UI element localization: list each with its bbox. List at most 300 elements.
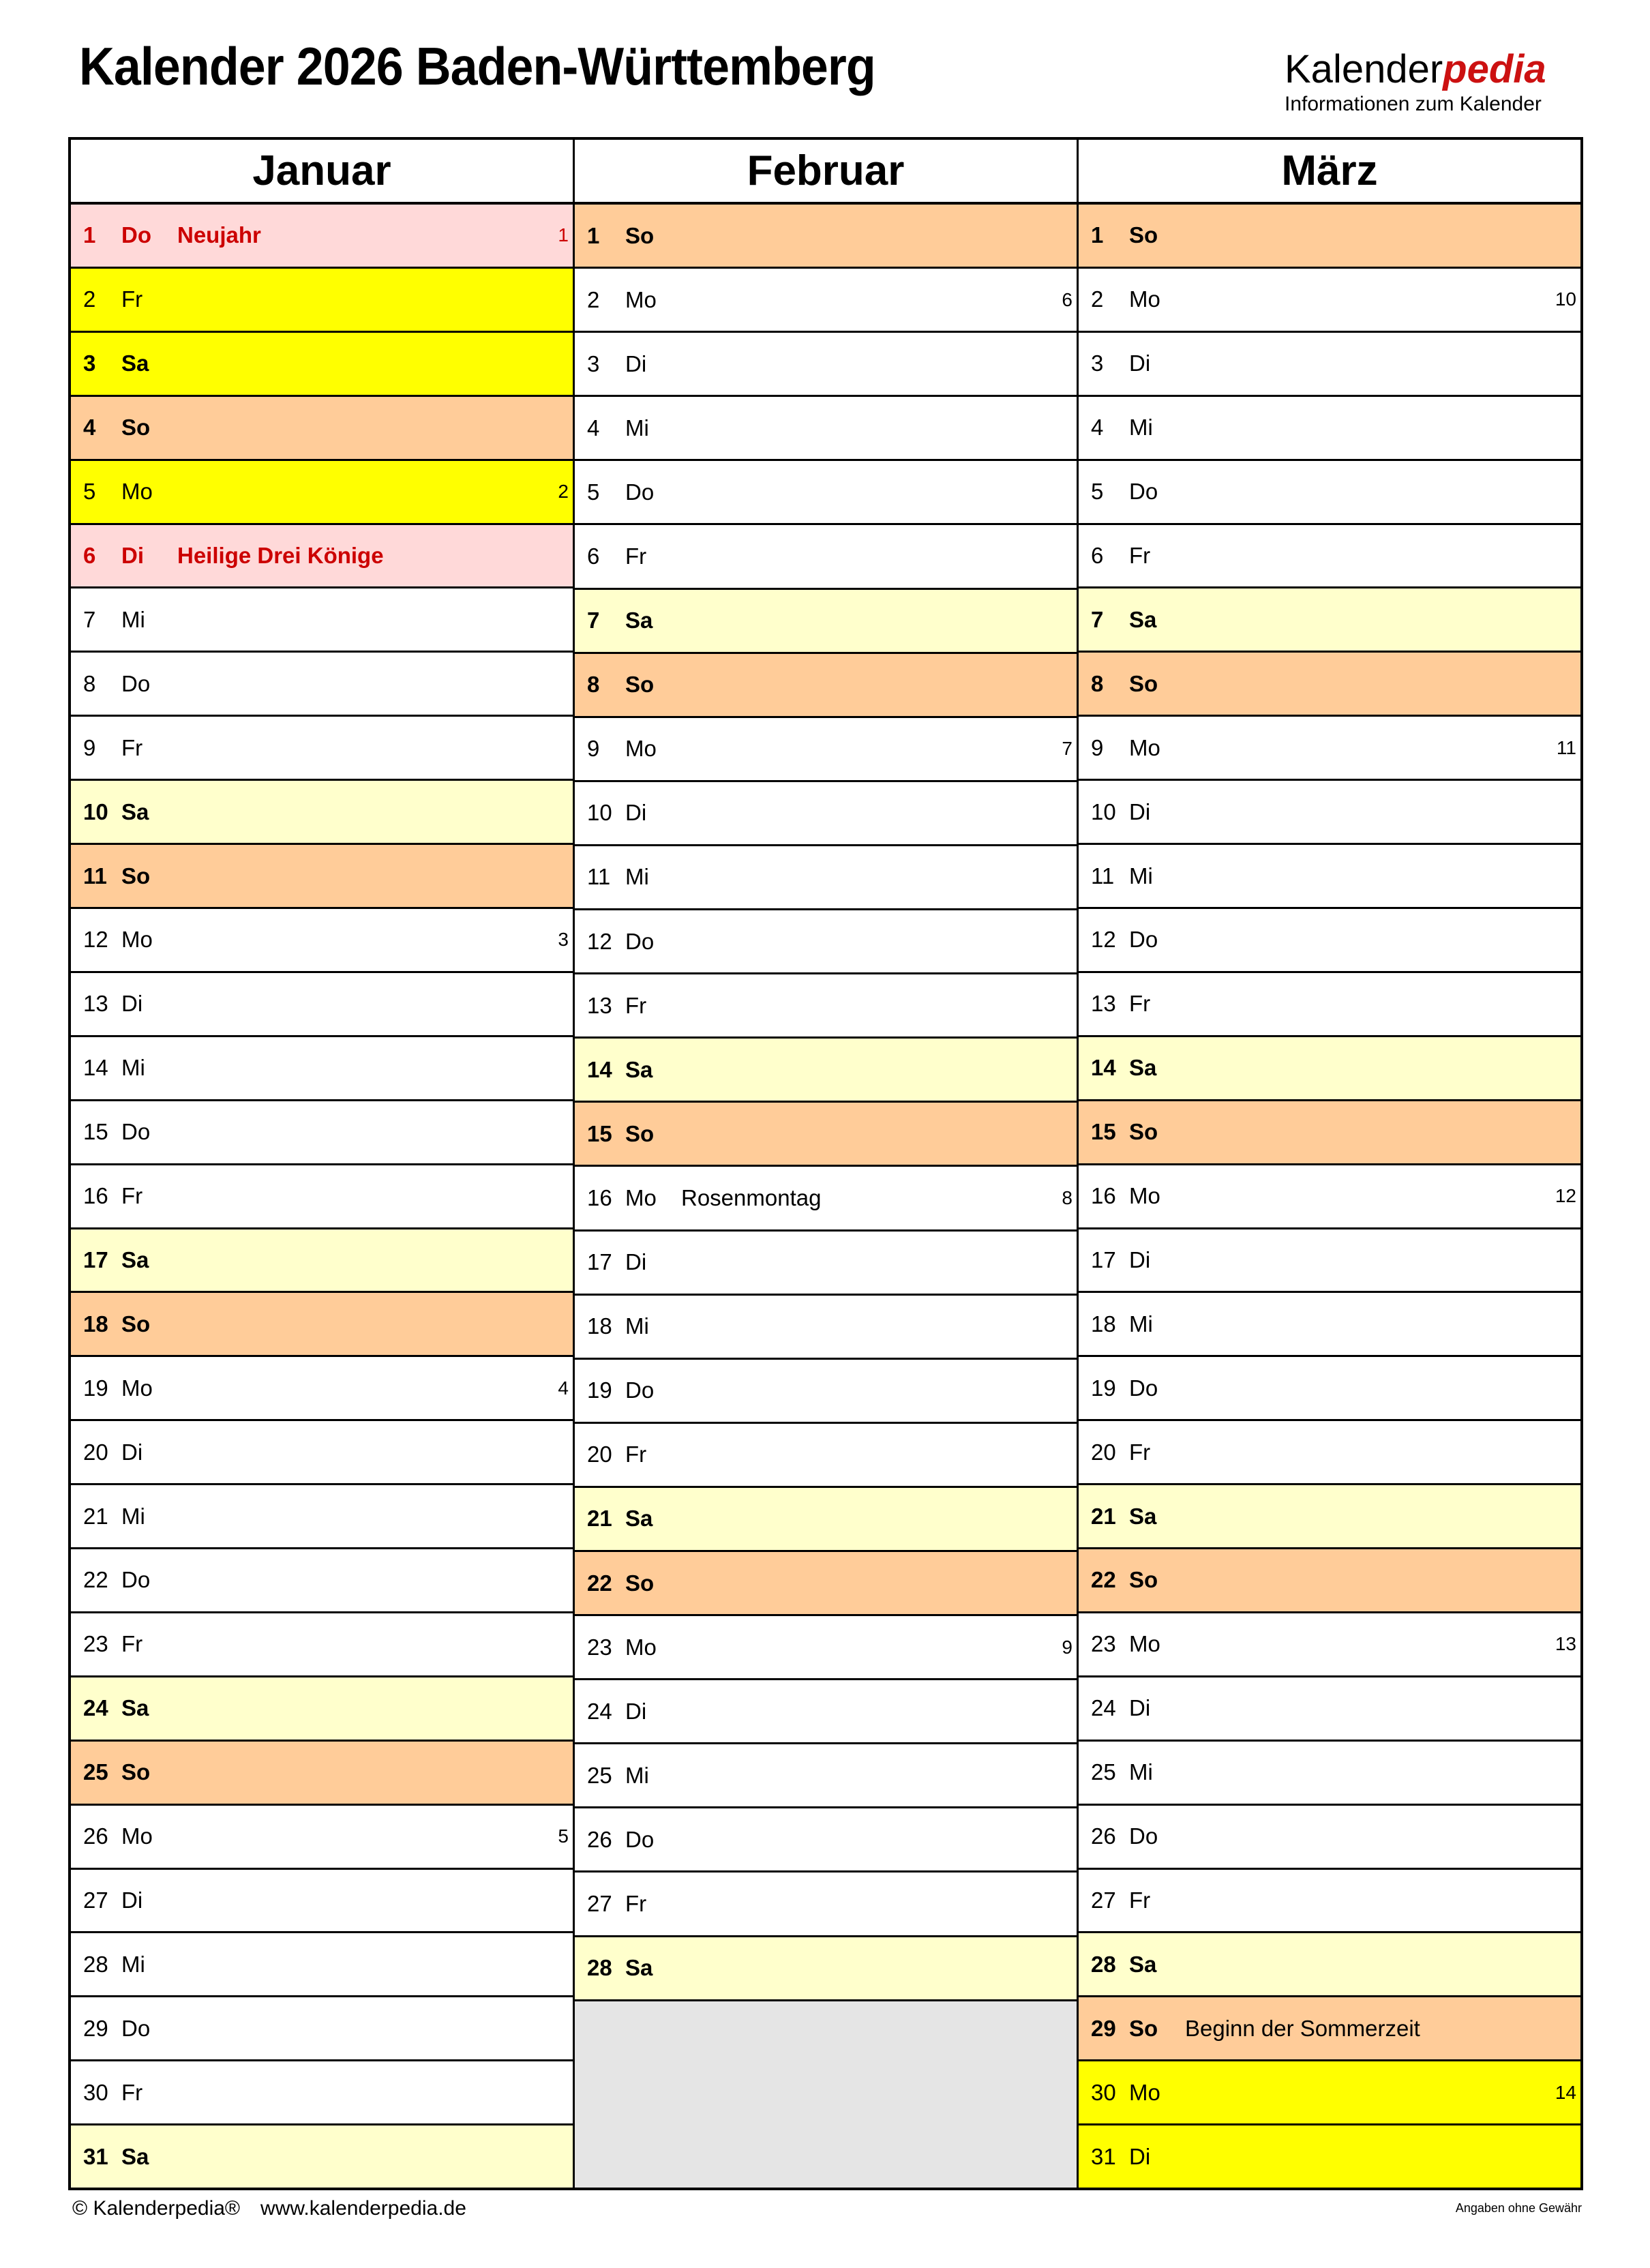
day-number: 15: [587, 1120, 612, 1146]
weekday: Mi: [625, 415, 649, 441]
weekday: Sa: [625, 608, 653, 633]
weekday: Mi: [625, 1313, 649, 1339]
week-number: 14: [1555, 2081, 1576, 2103]
weekday: Fr: [1129, 1887, 1151, 1913]
weekday: Fr: [121, 1183, 143, 1209]
day-number: 9: [1091, 734, 1104, 760]
weekday: Do: [1129, 1375, 1158, 1401]
week-number: 10: [1555, 288, 1576, 310]
day-row[interactable]: [575, 654, 1077, 718]
day-number: 15: [83, 1119, 108, 1145]
day-number: 9: [587, 736, 600, 762]
weekday: Do: [625, 1377, 655, 1403]
footer-copyright: © Kalenderpedia®: [72, 2197, 241, 2220]
day-note: Neujahr: [177, 222, 261, 248]
weekday: Sa: [121, 350, 149, 376]
day-row[interactable]: [575, 1296, 1077, 1360]
weekday: Mo: [625, 1184, 657, 1210]
day-number: 30: [83, 2079, 108, 2105]
day-number: 11: [587, 864, 611, 890]
week-number: 6: [1062, 288, 1072, 310]
day-note: Rosenmontag: [681, 1184, 822, 1210]
weekday: Fr: [1129, 542, 1151, 568]
day-number: 31: [83, 2143, 108, 2169]
day-row[interactable]: [1079, 845, 1580, 909]
day-row[interactable]: [1079, 717, 1580, 781]
day-number: 3: [587, 350, 600, 376]
weekday: Sa: [121, 2143, 149, 2169]
day-number: 7: [83, 606, 96, 632]
month-header: Februar: [575, 140, 1077, 205]
month-header: Januar: [71, 140, 573, 205]
day-number: 16: [83, 1183, 108, 1209]
day-number: 24: [83, 1695, 108, 1721]
weekday: So: [121, 1759, 151, 1785]
day-number: 13: [83, 991, 108, 1017]
weekday: Mo: [625, 286, 657, 312]
day-row[interactable]: [1079, 1742, 1580, 1806]
weekday: Mo: [1129, 286, 1160, 312]
day-note: Beginn der Sommerzeit: [1185, 2015, 1420, 2041]
day-row[interactable]: [575, 846, 1077, 910]
weekday: Mi: [1129, 1311, 1153, 1337]
day-row[interactable]: [1079, 1037, 1580, 1101]
weekday: Mo: [1129, 2079, 1160, 2105]
footer-credit: [72, 2197, 466, 2220]
day-row[interactable]: [71, 1485, 573, 1549]
day-number: 6: [1091, 542, 1104, 568]
day-number: 6: [83, 542, 96, 568]
month-column-0: [71, 140, 575, 2188]
weekday: Fr: [625, 1442, 647, 1467]
day-row[interactable]: [1079, 1357, 1580, 1421]
day-number: 4: [83, 415, 96, 441]
day-number: 18: [587, 1313, 612, 1339]
day-number: 23: [1091, 1631, 1116, 1657]
day-number: 26: [587, 1826, 612, 1852]
weekday: So: [1129, 222, 1158, 248]
day-number: 3: [1091, 350, 1104, 376]
day-row[interactable]: [71, 717, 573, 781]
day-row[interactable]: [1079, 461, 1580, 525]
day-note: Heilige Drei Könige: [177, 542, 384, 568]
day-row[interactable]: [575, 1552, 1077, 1616]
day-number: 16: [1091, 1183, 1116, 1209]
day-number: 24: [1091, 1695, 1116, 1721]
day-number: 19: [1091, 1375, 1116, 1401]
day-row[interactable]: [575, 1744, 1077, 1808]
day-row[interactable]: [71, 1870, 573, 1934]
day-number: 27: [587, 1890, 612, 1916]
day-number: 4: [587, 415, 600, 441]
weekday: So: [625, 1570, 655, 1596]
day-number: 6: [587, 543, 600, 569]
weekday: So: [625, 1120, 655, 1146]
day-row[interactable]: [71, 333, 573, 397]
day-row[interactable]: [1079, 1293, 1580, 1357]
weekday: Do: [121, 1567, 151, 1593]
week-number: 5: [558, 1825, 569, 1847]
day-row[interactable]: [575, 1488, 1077, 1552]
day-row[interactable]: [575, 205, 1077, 269]
day-row[interactable]: [1079, 205, 1580, 269]
weekday: Mi: [1129, 1759, 1153, 1785]
weekday: Di: [121, 1887, 143, 1913]
day-number: 28: [587, 1955, 612, 1981]
week-number: 2: [558, 481, 569, 503]
day-number: 7: [1091, 606, 1104, 632]
day-number: 1: [1091, 222, 1104, 248]
weekday: Sa: [1129, 1055, 1157, 1081]
day-row[interactable]: [1079, 1933, 1580, 1997]
weekday: Sa: [121, 1695, 149, 1721]
weekday: Mi: [121, 606, 145, 632]
brand-logo: [1285, 49, 1582, 116]
weekday: Di: [625, 350, 647, 376]
weekday: Sa: [121, 799, 149, 824]
day-row[interactable]: [1079, 1101, 1580, 1165]
weekday: Mi: [121, 1951, 145, 1977]
day-row[interactable]: [1079, 1997, 1580, 2061]
day-row[interactable]: [71, 1549, 573, 1613]
day-row[interactable]: [1079, 1485, 1580, 1549]
day-number: 5: [83, 479, 96, 505]
day-number: 13: [587, 992, 612, 1018]
day-row[interactable]: [575, 461, 1077, 525]
day-number: 10: [1091, 799, 1116, 824]
weekday: Fr: [1129, 1439, 1151, 1465]
day-row[interactable]: [71, 525, 573, 589]
day-number: 31: [1091, 2143, 1116, 2169]
weekday: Mo: [121, 1823, 153, 1849]
week-number: 4: [558, 1377, 569, 1399]
day-row[interactable]: [575, 974, 1077, 1039]
weekday: Do: [121, 670, 151, 696]
weekday: Di: [625, 1249, 647, 1275]
weekday: Fr: [625, 992, 647, 1018]
weekday: Sa: [625, 1056, 653, 1082]
day-number: 25: [83, 1759, 108, 1785]
weekday: Mo: [121, 1375, 153, 1401]
day-row[interactable]: [71, 909, 573, 973]
day-row[interactable]: [1079, 1806, 1580, 1870]
day-number: 9: [83, 734, 96, 760]
month-column-1: [575, 140, 1079, 2188]
day-row[interactable]: [1079, 1613, 1580, 1677]
day-row[interactable]: [575, 1424, 1077, 1488]
day-number: 22: [1091, 1567, 1116, 1593]
weekday: Di: [1129, 1695, 1151, 1721]
day-number: 1: [83, 222, 96, 248]
day-number: 18: [83, 1311, 108, 1337]
week-number: 13: [1555, 1633, 1576, 1655]
day-number: 20: [587, 1442, 612, 1467]
day-number: 20: [83, 1439, 108, 1465]
weekday: Fr: [121, 286, 143, 312]
month-column-2: [1079, 140, 1580, 2188]
day-number: 21: [83, 1503, 108, 1529]
weekday: Di: [1129, 799, 1151, 824]
day-row[interactable]: [1079, 1549, 1580, 1613]
day-number: 25: [1091, 1759, 1116, 1785]
weekday: Mo: [1129, 1183, 1160, 1209]
week-number: 8: [1062, 1187, 1072, 1208]
day-row[interactable]: [71, 781, 573, 845]
day-row[interactable]: [575, 718, 1077, 782]
footer-disclaimer: Angaben ohne Gewähr: [1455, 2201, 1582, 2215]
day-row[interactable]: [1079, 2061, 1580, 2125]
day-number: 17: [83, 1247, 108, 1272]
day-row[interactable]: [575, 1872, 1077, 1937]
weekday: Mi: [625, 864, 649, 890]
day-row[interactable]: [71, 1997, 573, 2061]
day-row[interactable]: [575, 397, 1077, 461]
day-number: 23: [587, 1634, 612, 1660]
day-number: 27: [83, 1887, 108, 1913]
empty-day-cell: [575, 2063, 1077, 2125]
day-number: 12: [1091, 927, 1116, 953]
weekday: Fr: [121, 2079, 143, 2105]
day-number: 2: [83, 286, 96, 312]
day-number: 8: [1091, 670, 1104, 696]
day-number: 5: [587, 479, 600, 505]
day-row[interactable]: [71, 1229, 573, 1294]
day-row[interactable]: [1079, 781, 1580, 845]
weekday: Fr: [625, 543, 647, 569]
day-row[interactable]: [71, 1806, 573, 1870]
weekday: Mi: [121, 1055, 145, 1081]
day-row[interactable]: [71, 973, 573, 1037]
day-row[interactable]: [71, 653, 573, 717]
day-number: 12: [83, 927, 108, 953]
weekday: So: [1129, 1567, 1158, 1593]
day-number: 14: [83, 1055, 108, 1081]
weekday: Di: [1129, 2143, 1151, 2169]
weekday: So: [121, 1311, 151, 1337]
weekday: So: [1129, 670, 1158, 696]
day-number: 8: [587, 672, 600, 698]
day-row[interactable]: [575, 1937, 1077, 2001]
day-row[interactable]: [575, 1103, 1077, 1167]
day-row[interactable]: [71, 1421, 573, 1485]
weekday: Fr: [625, 1890, 647, 1916]
day-row[interactable]: [71, 2125, 573, 2188]
weekday: Mi: [1129, 415, 1153, 441]
day-number: 4: [1091, 415, 1104, 441]
day-number: 21: [1091, 1503, 1116, 1529]
day-row[interactable]: [575, 1167, 1077, 1231]
day-number: 11: [83, 863, 107, 889]
day-row[interactable]: [71, 1101, 573, 1165]
weekday: Sa: [121, 1247, 149, 1272]
brand-name-plain: Kalender: [1285, 47, 1443, 91]
day-number: 18: [1091, 1311, 1116, 1337]
day-row[interactable]: [575, 333, 1077, 397]
day-row[interactable]: [1079, 269, 1580, 333]
month-header: März: [1079, 140, 1580, 205]
day-number: 10: [83, 799, 108, 824]
day-number: 29: [83, 2015, 108, 2041]
brand-tagline: Informationen zum Kalender: [1285, 93, 1542, 115]
weekday: Do: [625, 479, 655, 505]
day-number: 5: [1091, 479, 1104, 505]
day-row[interactable]: [71, 1933, 573, 1997]
weekday: Di: [625, 800, 647, 826]
day-row[interactable]: [1079, 2125, 1580, 2188]
day-row[interactable]: [1079, 909, 1580, 973]
day-number: 17: [587, 1249, 612, 1275]
brand-name: [1285, 49, 1582, 90]
day-number: 26: [83, 1823, 108, 1849]
day-number: 23: [83, 1631, 108, 1657]
day-row[interactable]: [1079, 653, 1580, 717]
brand-name-accent: pedia: [1443, 47, 1546, 91]
week-number: 3: [558, 929, 569, 951]
weekday: Mi: [121, 1503, 145, 1529]
calendar-grid: [68, 137, 1583, 2190]
day-row[interactable]: [575, 590, 1077, 654]
day-row[interactable]: [575, 525, 1077, 589]
day-row[interactable]: [71, 1677, 573, 1742]
week-number: 12: [1555, 1185, 1576, 1207]
weekday: Sa: [1129, 606, 1157, 632]
day-row[interactable]: [71, 1037, 573, 1101]
day-number: 27: [1091, 1887, 1116, 1913]
weekday: Do: [1129, 927, 1158, 953]
weekday: Do: [121, 2015, 151, 2041]
day-number: 29: [1091, 2015, 1116, 2041]
weekday: Do: [625, 928, 655, 954]
day-row[interactable]: [575, 1360, 1077, 1424]
day-number: 1: [587, 222, 600, 248]
day-row[interactable]: [71, 205, 573, 269]
day-row[interactable]: [71, 845, 573, 909]
weekday: So: [625, 672, 655, 698]
weekday: Di: [121, 991, 143, 1017]
day-row[interactable]: [71, 1742, 573, 1806]
day-number: 21: [587, 1506, 612, 1532]
weekday: So: [1129, 1119, 1158, 1145]
day-number: 15: [1091, 1119, 1116, 1145]
day-row[interactable]: [575, 1808, 1077, 1872]
day-number: 11: [1091, 863, 1115, 889]
day-number: 24: [587, 1698, 612, 1724]
day-row[interactable]: [71, 588, 573, 653]
weekday: So: [121, 863, 151, 889]
day-number: 2: [1091, 286, 1104, 312]
weekday: Mo: [1129, 734, 1160, 760]
empty-day-cell: [575, 2125, 1077, 2188]
weekday: Mo: [1129, 1631, 1160, 1657]
weekday: Do: [1129, 1823, 1158, 1849]
page-title: Kalender 2026 Baden-Württemberg: [79, 36, 875, 96]
day-row[interactable]: [1079, 588, 1580, 653]
weekday: Mo: [625, 736, 657, 762]
day-number: 19: [83, 1375, 108, 1401]
day-number: 30: [1091, 2079, 1116, 2105]
weekday: Di: [1129, 1247, 1151, 1272]
day-row[interactable]: [1079, 1165, 1580, 1229]
day-row[interactable]: [575, 269, 1077, 333]
day-number: 20: [1091, 1439, 1116, 1465]
weekday: Di: [121, 542, 144, 568]
day-number: 22: [587, 1570, 612, 1596]
day-row[interactable]: [1079, 1421, 1580, 1485]
weekday: Di: [1129, 350, 1151, 376]
day-number: 2: [587, 286, 600, 312]
week-number: 11: [1556, 736, 1576, 758]
weekday: Fr: [121, 734, 143, 760]
day-row[interactable]: [1079, 525, 1580, 589]
day-row[interactable]: [1079, 333, 1580, 397]
weekday: Di: [625, 1698, 647, 1724]
weekday: Fr: [1129, 991, 1151, 1017]
day-row[interactable]: [575, 1680, 1077, 1744]
day-number: 25: [587, 1762, 612, 1788]
day-number: 22: [83, 1567, 108, 1593]
day-row[interactable]: [71, 1293, 573, 1357]
weekday: So: [625, 222, 655, 248]
weekday: Mo: [625, 1634, 657, 1660]
day-number: 13: [1091, 991, 1116, 1017]
day-row[interactable]: [71, 269, 573, 333]
weekday: Do: [625, 1826, 655, 1852]
weekday: Mi: [1129, 863, 1153, 889]
day-row[interactable]: [1079, 1677, 1580, 1742]
day-row[interactable]: [575, 1039, 1077, 1103]
day-row[interactable]: [1079, 1870, 1580, 1934]
weekday: Do: [121, 1119, 151, 1145]
day-row[interactable]: [71, 1357, 573, 1421]
weekday: So: [121, 415, 151, 441]
day-number: 28: [83, 1951, 108, 1977]
week-number: 7: [1062, 738, 1072, 760]
weekday: Sa: [625, 1506, 653, 1532]
week-number: 9: [1062, 1636, 1072, 1658]
day-number: 28: [1091, 1951, 1116, 1977]
day-number: 14: [587, 1056, 612, 1082]
day-row[interactable]: [71, 2061, 573, 2125]
day-row[interactable]: [1079, 973, 1580, 1037]
weekday: Sa: [625, 1955, 653, 1981]
weekday: So: [1129, 2015, 1158, 2041]
day-row[interactable]: [71, 397, 573, 461]
weekday: Sa: [1129, 1503, 1157, 1529]
day-row[interactable]: [575, 1232, 1077, 1296]
day-row[interactable]: [575, 1616, 1077, 1680]
day-row[interactable]: [575, 910, 1077, 974]
day-row[interactable]: [71, 461, 573, 525]
weekday: Mo: [121, 927, 153, 953]
day-number: 7: [587, 608, 600, 633]
weekday: Fr: [121, 1631, 143, 1657]
day-row[interactable]: [1079, 397, 1580, 461]
day-number: 14: [1091, 1055, 1116, 1081]
weekday: Sa: [1129, 1951, 1157, 1977]
day-number: 16: [587, 1184, 612, 1210]
day-row[interactable]: [1079, 1229, 1580, 1294]
day-row[interactable]: [575, 782, 1077, 846]
weekday: Do: [121, 222, 151, 248]
week-number: 1: [558, 224, 569, 246]
weekday: Mo: [121, 479, 153, 505]
day-row[interactable]: [71, 1165, 573, 1229]
day-row[interactable]: [71, 1613, 573, 1677]
day-number: 19: [587, 1377, 612, 1403]
day-number: 8: [83, 670, 96, 696]
footer-url-link[interactable]: www.kalenderpedia.de: [260, 2197, 466, 2220]
empty-day-cell: [575, 2001, 1077, 2063]
